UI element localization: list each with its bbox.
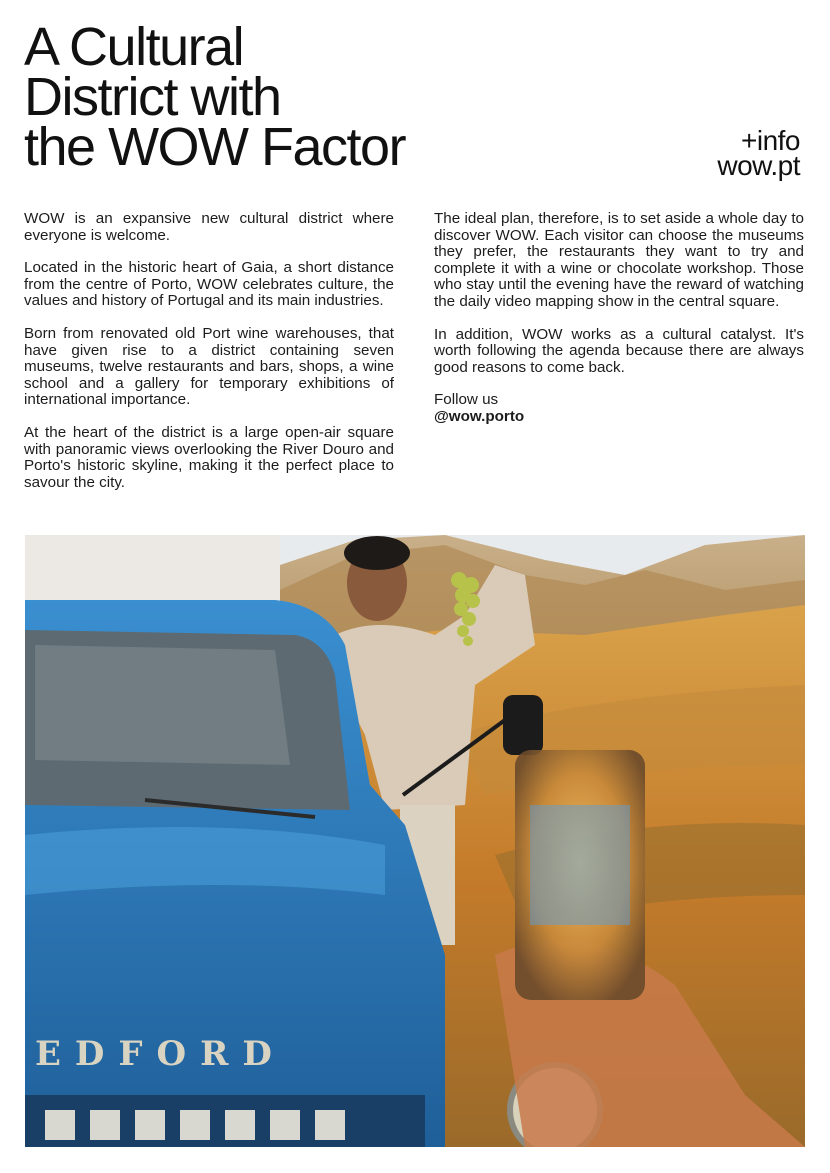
man-hair (344, 536, 410, 570)
instagram-handle-link[interactable]: @wow.porto (434, 407, 525, 425)
follow-label: Follow us (434, 391, 499, 409)
phone-screen (530, 805, 630, 925)
grille-lettering: EDFORD (35, 1034, 286, 1074)
paragraph: Located in the historic heart of Gaia, a short distance from the centre of Porto, WOW celebrates culture, the values and history of Portugal and its main industries. (24, 259, 394, 310)
page-title (24, 17, 406, 177)
side-mirror (503, 695, 543, 755)
title-line-1: A Cultural (24, 17, 244, 77)
right-text-column (434, 211, 804, 442)
hero-photo (25, 535, 805, 1147)
windshield-reflection (35, 645, 290, 765)
left-text-column (24, 211, 394, 507)
paragraph: At the heart of the district is a large open-air square with panoramic views overlooking the River Douro and Porto's historic skyline, making it the perfect place to savour the city. (24, 423, 394, 491)
info-site-link[interactable]: wow.pt (717, 150, 800, 181)
paragraph: The ideal plan, therefore, is to set aside a whole day to discover WOW. Each visitor can choose the museums they prefer, the restaurants they want to try and complete it with a wine or chocolate workshop. Those who stay until the evening have the reward of watching the daily video mapping show in the central square. (434, 210, 804, 310)
paragraph: WOW is an expansive new cultural district where everyone is welcome. (24, 210, 394, 244)
paragraph: Born from renovated old Port wine warehouses, that have given rise to a district containing seven museums, twelve restaurants and bars, shops, a wine school and a gallery for temporary exhibitions of international importance. (24, 324, 394, 409)
grille-bars (45, 1110, 345, 1140)
title-line-3: the WOW Factor (24, 117, 406, 177)
info-label: +info (741, 125, 800, 156)
info-block (717, 125, 800, 181)
title-line-2: District with (24, 67, 281, 127)
hood-highlight (25, 827, 385, 895)
paragraph: In addition, WOW works as a cultural catalyst. It's worth following the agenda because there are always good reasons to come back. (434, 325, 804, 376)
follow-block (434, 392, 804, 425)
photo-illustration (25, 535, 805, 1147)
